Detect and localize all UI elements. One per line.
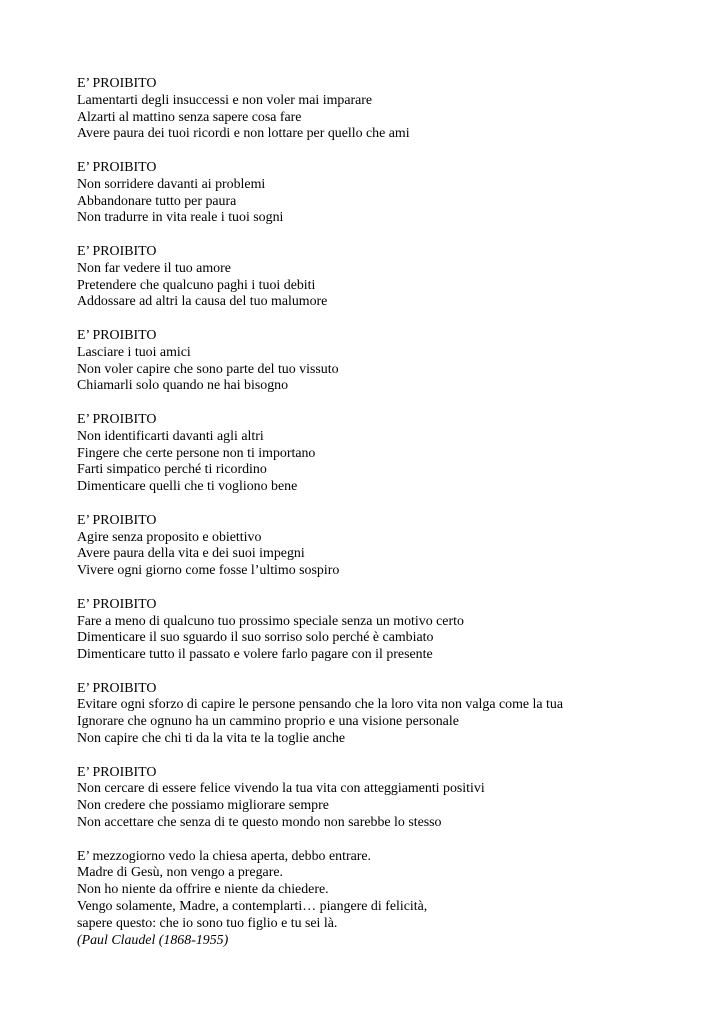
stanza-heading: E’ PROIBITO [77,327,157,343]
stanza [77,681,697,748]
stanza [77,244,697,311]
closing-line: Vengo solamente, Madre, a contemplarti… piangere di felicità, [77,899,428,915]
stanza-heading: E’ PROIBITO [77,764,157,780]
stanza-line: Dimenticare il suo sguardo il suo sorriso solo perché è cambiato [77,630,434,646]
stanza [77,513,697,580]
stanza-line: Addossare ad altri la causa del tuo malumore [77,294,328,310]
stanza [77,765,697,832]
stanza-heading: E’ PROIBITO [77,596,157,612]
stanza-line: Non far vedere il tuo amore [77,260,231,276]
stanza [77,328,697,395]
attribution: (Paul Claudel (1868-1955) [77,932,229,948]
stanza-line: Non sorridere davanti ai problemi [77,176,266,192]
closing-line: E’ mezzogiorno vedo la chiesa aperta, debbo entrare. [77,848,372,864]
stanza [77,160,697,227]
closing-stanza [77,849,697,950]
stanza-line: Alzarti al mattino senza sapere cosa fare [77,109,302,125]
stanza-line: Agire senza proposito e obiettivo [77,529,262,545]
stanza [77,597,697,664]
stanza-line: Fingere che certe persone non ti importano [77,445,316,461]
stanza-line: Dimenticare quelli che ti vogliono bene [77,479,298,495]
stanza-line: Fare a meno di qualcuno tuo prossimo speciale senza un motivo certo [77,613,464,629]
stanza-line: Ignorare che ognuno ha un cammino proprio e una visione personale [77,714,459,730]
stanza-line: Evitare ogni sforzo di capire le persone pensando che la loro vita non valga come la tua [77,697,563,713]
stanza-line: Abbandonare tutto per paura [77,193,237,209]
stanza-line: Non credere che possiamo migliorare sempre [77,798,329,814]
stanza-line: Non tradurre in vita reale i tuoi sogni [77,210,284,226]
document-page [77,76,697,966]
stanza-heading: E’ PROIBITO [77,243,157,259]
stanza-line: Pretendere che qualcuno paghi i tuoi debiti [77,277,316,293]
stanza-line: Vivere ogni giorno come fosse l’ultimo sospiro [77,563,340,579]
stanza-line: Dimenticare tutto il passato e volere farlo pagare con il presente [77,647,433,663]
stanza-heading: E’ PROIBITO [77,76,157,91]
stanza-line: Farti simpatico perché ti ricordino [77,462,267,478]
stanza [77,412,697,496]
closing-line: Madre di Gesù, non vengo a pregare. [77,865,283,881]
stanza-heading: E’ PROIBITO [77,680,157,696]
stanza-heading: E’ PROIBITO [77,159,157,175]
stanza-line: Non voler capire che sono parte del tuo vissuto [77,361,339,377]
stanza-line: Non accettare che senza di te questo mondo non sarebbe lo stesso [77,815,442,831]
closing-line: sapere questo: che io sono tuo figlio e tu sei là. [77,915,338,931]
stanza-line: Avere paura della vita e dei suoi impegni [77,546,305,562]
stanza-line: Non capire che chi ti da la vita te la toglie anche [77,731,346,747]
stanza-line: Avere paura dei tuoi ricordi e non lottare per quello che ami [77,126,410,142]
stanza-line: Lasciare i tuoi amici [77,344,191,360]
stanza [77,76,697,143]
stanza-line: Chiamarli solo quando ne hai bisogno [77,378,289,394]
stanza-heading: E’ PROIBITO [77,512,157,528]
stanza-line: Non cercare di essere felice vivendo la tua vita con atteggiamenti positivi [77,781,485,797]
stanza-heading: E’ PROIBITO [77,411,157,427]
stanza-line: Non identificarti davanti agli altri [77,428,264,444]
closing-line: Non ho niente da offrire e niente da chiedere. [77,882,329,898]
stanza-line: Lamentarti degli insuccessi e non voler mai imparare [77,92,373,108]
